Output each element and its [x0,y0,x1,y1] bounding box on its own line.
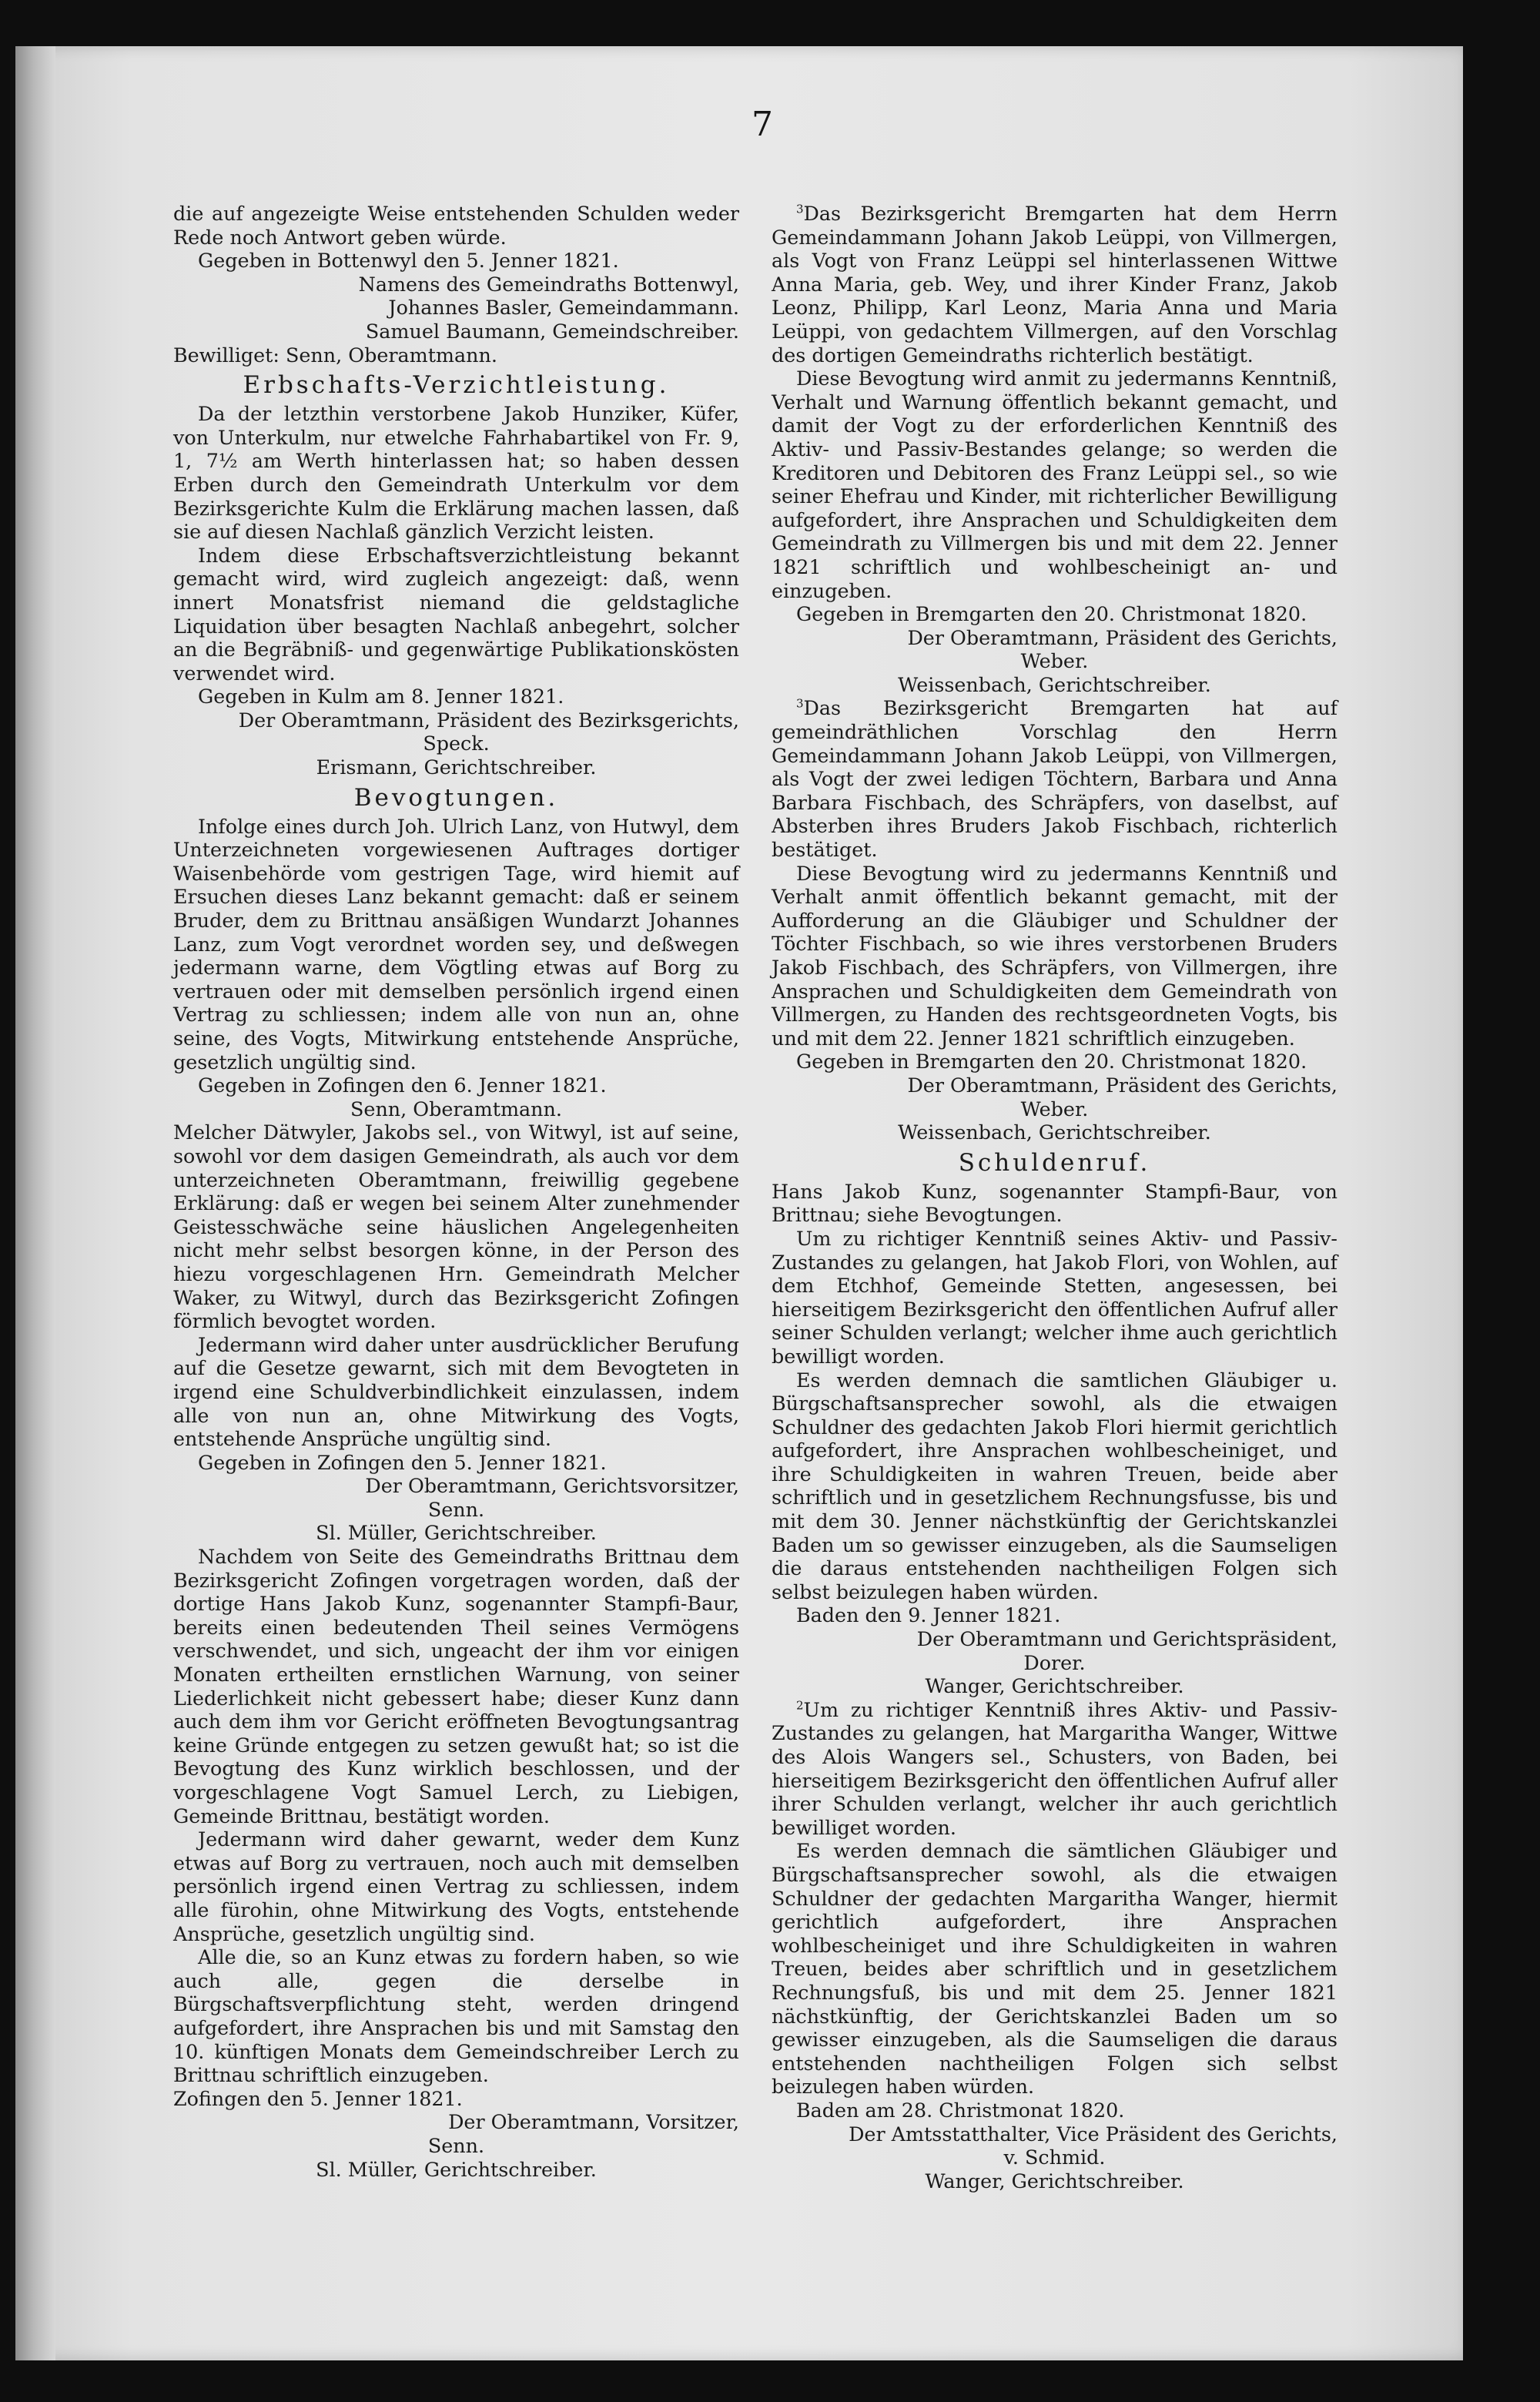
paragraph [772,696,1337,861]
paragraph-text: Nachdem von Seite des Gemeindraths Brittnau dem Bezirksgericht Zofingen vorgetragen worden, daß der dortige Hans Jakob Kunz, sogenannter Stampfi-Baur, bereits einen bedeutenden Theil seines Vermögens verschwendet, und sich, ungeacht der ihm vor einigen Monaten ertheilten ernstlichen Warnung, von seiner Liederlichkeit nicht gebessert habe; dieser Kunz dann auch dem ihm vor Gericht eröffneten Bevogtungsantrag keine Gründe entgegen zu setzen gewußt hat; so ist die Bevogtung des Kunz wirklich beschlossen, und der vorgeschlagene Vogt Samuel Lerch, zu Liebigen, Gemeinde Brittnau, bestätigt worden. [173,1545,739,1827]
paragraph [772,862,1337,1050]
paragraph-text: Melcher Dätwyler, Jakobs sel., von Witwyl, ist auf seine, sowohl vor dem dasigen Gemeindrath, als auch vor dem unterzeichneten Oberamtmann, freiwillig gegebene Erklärung: daß er wegen bei seinem Alter zunehmender Geistesschwäche seine häuslichen Angelegenheiten nicht mehr selbst besorgen könne, in der Person des hiezu vorgeschlagenen Hrn. Gemeindrath Melcher Waker, zu Witwyl, durch das Bezirksgericht Zofingen förmlich bevogtet worden. [173,1121,739,1333]
paragraph-text: Gegeben in Bremgarten den 20. Christmonat 1820. [796,602,1307,626]
paragraph-text: Der Amtsstatthalter, Vice Präsident des Gerichts, [849,2122,1337,2146]
signature-line [173,273,739,296]
paragraph [772,2099,1337,2122]
right-column [772,202,1337,2193]
paragraph [173,1121,739,1332]
paragraph-text: Um zu richtiger Kenntniß seines Aktiv- und Passiv-Zustandes zu gelangen, hat Jakob Flori, von Wohlen, auf dem Etchhof, Gemeinde Stetten, angesessen, bei hierseitigem Bezirksgericht den öffentlichen Aufruf aller seiner Schulden verlangt; welcher ihme auch gerichtlich bewilligt worden. [772,1226,1337,1368]
paragraph [173,1333,739,1451]
signature-line [772,626,1337,650]
paragraph [173,1945,739,2087]
paragraph-text: Diese Bevogtung wird anmit zu jedermanns Kenntniß, Verhalt und Warnung öffentlich bekannt gemacht, und damit der Vogt zu der erforderlichen Kenntniß des Aktiv- und Passiv-Bestandes gelange; so werden die Kreditoren und Debitoren des Franz Leüppi sel., so wie seiner Ehefrau und Kinder, mit richterlicher Bewilligung aufgefordert, ihre Ansprachen und Schuldigkeiten dem Gemeindrath zu Villmergen bis und mit dem 22. Jenner 1821 schriftlich und wohlbescheinigt an- und einzugeben. [772,367,1337,602]
paragraph-text: Das Bezirksgericht Bremgarten hat dem Herrn Gemeindammann Johann Jakob Leüppi, von Villmergen, als Vogt von Franz Leüppi sel hinterlassenen Wittwe Anna Maria, geb. Wey, und ihrer Kinder Franz, Jakob Leonz, Philipp, Karl Leonz, Maria Anna und Maria Leüppi, von gedachtem Villmergen, auf den Vorschlag des dortigen Gemeindraths richterlich bestätigt. [772,202,1337,367]
signature-line [173,732,739,755]
paragraph [173,1074,739,1097]
paragraph-text: Gegeben in Bremgarten den 20. Christmonat 1820. [796,1050,1307,1074]
paragraph-text: Der Oberamtmann, Präsident des Bezirksgerichts, [238,708,739,732]
signature-line [173,1521,739,1545]
section-heading [173,783,739,812]
signature-line [173,2158,739,2182]
paragraph-text: Bevogtungen. [353,783,559,812]
signature-line [772,2169,1337,2193]
footnote-marker: 3 [796,202,804,216]
paragraph-text: Erismann, Gerichtschreiber. [316,755,597,779]
paragraph-text: Senn. [427,1497,485,1521]
paragraph-text: Der Oberamtmann, Vorsitzer, [448,2110,739,2134]
paragraph [173,685,739,709]
left-column [173,202,739,2181]
signature-line [173,2110,739,2134]
paragraph-text: Diese Bevogtung wird zu jedermanns Kenntniß und Verhalt anmit öffentlich bekannt gemacht, mit der Aufforderung an die Gläubiger und Schuldner der Töchter Fischbach, so wie ihres verstorbenen Bruders Jakob Fischbach, des Schräpfers, von Villmergen, ihre Ansprachen und Schuldigkeiten dem Gemeindrath von Villmergen, zu Handen des rechtsgeordneten Vogts, bis und mit dem 22. Jenner 1821 schriftlich einzugeben. [772,861,1337,1050]
paragraph-text: Es werden demnach die samtlichen Gläubiger u. Bürgschaftsansprecher sowohl, als die etwaigen Schuldner des gedachten Jakob Flori hiermit gerichtlich aufgefordert, ihre Ansprachen wohlbescheiniget, und ihre Schuldigkeiten in wahren Treuen, beide aber schriftlich und in gesetzlichem Rechnungsfusse, bis und mit dem 30. Jenner nächstkünftig der Gerichtskanzlei Baden um so gewisser einzugeben, als die Saumseligen die daraus entstehenden nachtheiligen Folgen sich selbst beizulegen haben würden. [772,1368,1337,1603]
paragraph [173,2087,739,2111]
paragraph-text: Alle die, so an Kunz etwas zu fordern haben, so wie auch alle, gegen die derselbe in Bürgschaftsverpflichtung steht, werden dringend aufgefordert, ihre Ansprachen bis und mit Samstag den 10. künftigen Monats dem Gemeindschreiber Lerch zu Brittnau schriftlich einzugeben. [173,1945,739,2087]
paragraph [173,1545,739,1827]
paragraph [772,1603,1337,1627]
signature-line [772,673,1337,697]
signature-line [173,709,739,732]
paragraph-text: Zofingen den 5. Jenner 1821. [173,2086,463,2110]
paragraph-text: Infolge eines durch Joh. Ulrich Lanz, von Hutwyl, dem Unterzeichneten vorgewiesenen Auftrages dortiger Waisenbehörde vom gestrigen Tage, wird hiemit auf Ersuchen dieses Lanz bekannt gemacht: daß er seinem Bruder, dem zu Brittnau ansäßigen Wundarzt Johannes Lanz, zum Vogt verordnet worden sey, und deßwegen jedermann warne, dem Vögtling etwas auf Borg zu vertrauen oder mit demselben persönlich irgend einen Vertrag zu schliessen; indem alle von nun an, ohne seine, des Vogts, Mitwirkung entstehende Ansprüche, gesetzlich ungültig sind. [173,814,739,1074]
paragraph [173,815,739,1074]
section-heading [772,1148,1337,1178]
signature-line [772,649,1337,673]
signature-line [173,1474,739,1498]
paragraph-text: Das Bezirksgericht Bremgarten hat auf gemeindräthlichen Vorschlag den Herrn Gemeindammann Johann Jakob Leüppi, von Villmergen, als Vogt der zwei ledigen Töchtern, Barbara und Anna Barbara Fischbach, des Schräpfers, von daselbst, auf Absterben ihres Bruders Jakob Fischbach, richterlich bestätiget. [772,696,1337,862]
signature-line [173,1097,739,1121]
signature-line [772,1674,1337,1698]
footnote-marker: 3 [796,697,804,711]
paragraph [772,1839,1337,2099]
paragraph-text: Gegeben in Zofingen den 5. Jenner 1821. [198,1450,607,1474]
paragraph-text: Sl. Müller, Gerichtschreiber. [316,2157,597,2181]
paragraph [772,202,1337,367]
paragraph-text: Baden den 9. Jenner 1821. [796,1603,1061,1627]
paragraph-text: Weissenbach, Gerichtschreiber. [898,672,1211,696]
paragraph-text: Jedermann wird daher unter ausdrücklicher Berufung auf die Gesetze gewarnt, sich mit dem Bevogteten in irgend eine Schuldverbindlichkeit einzulassen, indem alle von nun an, ohne Mitwirkung des Vogts, entstehende Ansprüche ungültig sind. [173,1332,739,1451]
signature-line [173,2134,739,2158]
paragraph [772,602,1337,626]
paragraph-text: Gegeben in Bottenwyl den 5. Jenner 1821. [198,249,619,273]
paragraph-text: Senn. [427,2133,485,2157]
paragraph-text: Da der letzthin verstorbene Jakob Hunziker, Küfer, von Unterkulm, nur etwelche Fahrhabartikel von Fr. 9, 1, 7½ am Werth hinterlassen hat; so haben dessen Erben durch den Gemeindrath Unterkulm vor dem Bezirksgerichte Kulm die Erklärung machen lassen, daß sie auf diesen Nachlaß gänzlich Verzicht leisten. [173,402,739,544]
paragraph [173,402,739,544]
paragraph-text: Wanger, Gerichtschreiber. [925,2169,1184,2193]
signature-line [772,2146,1337,2169]
paragraph [772,1369,1337,1604]
paragraph [772,1180,1337,1227]
signature-line [173,320,739,343]
paragraph-text: Weissenbach, Gerichtschreiber. [898,1121,1211,1144]
paragraph-text: die auf angezeigte Weise entstehenden Schulden weder Rede noch Antwort geben würde. [173,202,739,249]
page-binding-edge [15,46,55,2360]
paragraph-text: Der Oberamtmann, Präsident des Gerichts, [907,1073,1337,1097]
signature-line [772,2122,1337,2146]
section-heading [173,370,739,400]
paragraph-text: Indem diese Erbschaftsverzichtleistung bekannt gemacht wird, wird zugleich angezeigt: daß, wenn innert Monatsfrist niemand die geldstagliche Liquidation über besagten Nachlaß anbegehrt, solcher an die Begräbniß- und gegenwärtige Publikationskösten verwendet wird. [173,543,739,685]
signature-line [772,1651,1337,1675]
paragraph-text: Samuel Baumann, Gemeindschreiber. [365,319,739,343]
paragraph-text: Sl. Müller, Gerichtschreiber. [316,1521,597,1545]
paragraph-text: Senn, Oberamtmann. [350,1097,562,1121]
paragraph-text: Weber. [1020,1097,1089,1121]
paragraph-text: Wanger, Gerichtschreiber. [925,1674,1184,1698]
page-number: 7 [752,105,773,144]
paragraph [173,544,739,685]
paragraph-text: Es werden demnach die sämtlichen Gläubiger und Bürgschaftsansprecher sowohl, als die etwaigen Schuldner der gedachten Margaritha Wanger, hiermit gerichtlich aufgefordert, ihre Ansprachen wohlbescheiniget und ihre Schuldigkeiten in wahren Treuen, beides aber schriftlich und in gesetzlichem Rechnungsfuß, bis und mit dem 25. Jenner 1821 nächstkünftig, der Gerichtskanzlei Baden um so gewisser einzugeben, als die Saumseligen die daraus entstehenden nachtheiligen Folgen sich selbst beizulegen haben würden. [772,1839,1337,2099]
signature-line [772,1074,1337,1097]
paragraph-text: Dorer. [1023,1650,1086,1674]
paragraph-text: Schuldenruf. [958,1148,1151,1177]
paragraph [772,1050,1337,1074]
signature-line [772,1121,1337,1144]
paragraph [173,1451,739,1475]
paragraph [173,202,739,249]
paragraph-text: Johannes Basler, Gemeindammann. [388,296,739,320]
paragraph-text: Bewilliget: Senn, Oberamtmann. [173,343,497,367]
signature-line [173,1498,739,1522]
signature-line [173,296,739,320]
paragraph [772,1227,1337,1369]
paragraph-text: Der Oberamtmann und Gerichtspräsident, [916,1627,1337,1651]
paragraph [173,1827,739,1945]
paragraph-text: Namens des Gemeindraths Bottenwyl, [358,272,739,296]
paragraph-text: Hans Jakob Kunz, sogenannter Stampfi-Baur, von Brittnau; siehe Bevogtungen. [772,1179,1337,1227]
paragraph [772,367,1337,602]
signature-line [173,755,739,779]
footnote-marker: 2 [796,1698,804,1713]
paragraph [772,1698,1337,1840]
paragraph-text: Weber. [1020,649,1089,673]
signature-line [772,1627,1337,1651]
paragraph [173,249,739,273]
paragraph-text: Um zu richtiger Kenntniß ihres Aktiv- und Passiv-Zustandes zu gelangen, hat Margaritha Wanger, Wittwe des Alois Wangers sel., Schusters, von Baden, bei hierseitigem Bezirksgericht den öffentlichen Aufruf aller ihrer Schulden verlangt, welcher ihr auch gerichtlich bewilliget worden. [772,1697,1337,1839]
paragraph-text: Speck. [423,732,490,755]
paragraph-text: Der Oberamtmann, Gerichtsvorsitzer, [365,1474,739,1498]
paragraph-text: Erbschafts-Verzichtleistung. [243,371,670,400]
paragraph-text: Baden am 28. Christmonat 1820. [796,2098,1125,2122]
paragraph-text: Gegeben in Zofingen den 6. Jenner 1821. [198,1074,607,1097]
paragraph-text: Gegeben in Kulm am 8. Jenner 1821. [198,685,564,709]
signature-line [772,1097,1337,1121]
paragraph-text: Der Oberamtmann, Präsident des Gerichts, [907,625,1337,649]
paragraph [173,343,739,367]
paragraph-text: v. Schmid. [1003,2146,1106,2169]
paragraph-text: Jedermann wird daher gewarnt, weder dem Kunz etwas auf Borg zu vertrauen, noch auch mit demselben persönlich irgend einen Vertrag zu schliessen, indem alle fürohin, ohne Mitwirkung des Vogts, entstehende Ansprüche, gesetzlich ungültig sind. [173,1827,739,1945]
